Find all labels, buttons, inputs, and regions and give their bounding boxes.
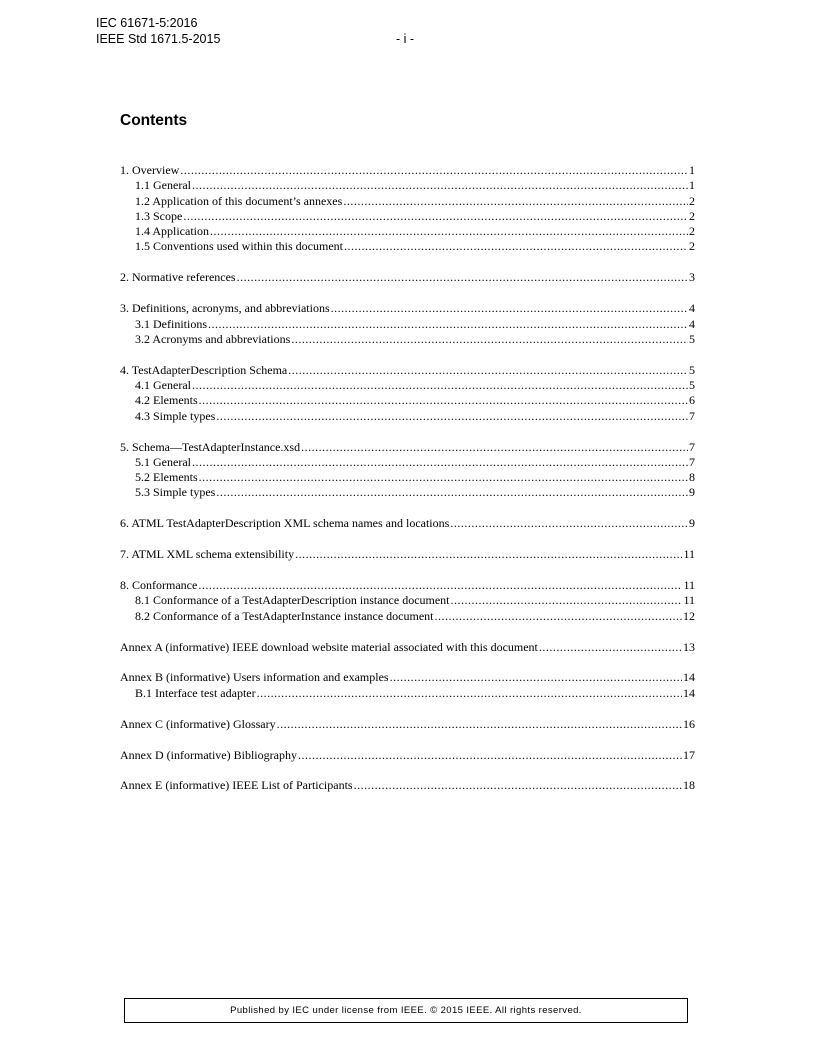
- toc-entry-page: 3: [689, 270, 695, 285]
- toc-entry-page: 9: [689, 516, 695, 531]
- toc-section: [120, 578, 695, 624]
- toc-entry-title: 4.3 Simple types: [135, 408, 216, 423]
- toc-entry-page: 2: [689, 224, 695, 239]
- toc-entry-title: Annex C (informative) Glossary: [120, 716, 276, 731]
- toc-entry-title: 7. ATML XML schema extensibility: [120, 547, 295, 562]
- toc-subentry[interactable]: [120, 209, 695, 224]
- toc-section: [120, 516, 695, 531]
- toc-entry-title: 1.1 General: [135, 178, 191, 193]
- toc-dot-leader: [450, 516, 688, 531]
- toc-entry[interactable]: [120, 270, 695, 285]
- toc-subentry[interactable]: [120, 455, 695, 470]
- toc-entry[interactable]: [120, 748, 695, 763]
- toc-entry-title: B.1 Interface test adapter: [135, 685, 256, 700]
- toc-section: [120, 301, 695, 347]
- toc-dot-leader: [343, 194, 688, 209]
- toc-subentry[interactable]: [120, 317, 695, 332]
- toc-dot-leader: [192, 455, 688, 470]
- toc-entry-title: 4.1 General: [135, 378, 191, 393]
- toc-entry-title: 1.4 Application: [135, 224, 209, 239]
- toc-entry-page: 2: [689, 239, 695, 254]
- toc-entry-page: 8: [689, 470, 695, 485]
- toc-entry-page: 11: [683, 547, 695, 562]
- toc-entry-title: 3. Definitions, acronyms, and abbreviations: [120, 301, 330, 316]
- toc-entry[interactable]: [120, 301, 695, 316]
- toc-dot-leader: [301, 440, 688, 455]
- toc-dot-leader: [192, 178, 688, 193]
- toc-entry-title: 1. Overview: [120, 163, 180, 177]
- toc-entry-title: 4.2 Elements: [135, 393, 198, 408]
- toc-entry-title: 3.2 Acronyms and abbreviations: [135, 331, 291, 346]
- toc-dot-leader: [198, 578, 682, 593]
- toc-entry-page: 1: [689, 178, 695, 193]
- toc-dot-leader: [210, 224, 688, 239]
- toc-dot-leader: [295, 547, 682, 562]
- header-standard-iec: IEC 61671-5:2016: [96, 16, 198, 30]
- toc-dot-leader: [291, 332, 688, 347]
- toc-dot-leader: [435, 609, 683, 624]
- toc-dot-leader: [257, 686, 682, 701]
- toc-entry[interactable]: [120, 440, 695, 455]
- table-of-contents: [120, 163, 695, 809]
- page-number: - i -: [396, 32, 415, 46]
- toc-entry-title: 5.2 Elements: [135, 470, 198, 485]
- toc-subentry[interactable]: [120, 332, 695, 347]
- toc-section: [120, 640, 695, 655]
- toc-entry-page: 9: [689, 485, 695, 500]
- toc-entry-page: 4: [689, 316, 695, 331]
- page-title: Contents: [120, 112, 188, 129]
- toc-section: [120, 163, 695, 255]
- toc-dot-leader: [199, 470, 688, 485]
- toc-dot-leader: [288, 363, 688, 378]
- toc-entry[interactable]: [120, 547, 695, 562]
- toc-entry[interactable]: [120, 516, 695, 531]
- toc-section: [120, 717, 695, 732]
- toc-dot-leader: [390, 670, 682, 685]
- toc-entry-page: 5: [689, 378, 695, 393]
- toc-entry-title: 4. TestAdapterDescription Schema: [120, 362, 288, 377]
- toc-entry-page: 11: [683, 578, 695, 593]
- toc-subentry[interactable]: [120, 378, 695, 393]
- toc-entry-page: 14: [683, 685, 695, 700]
- toc-subentry[interactable]: [120, 593, 695, 608]
- toc-entry-page: 5: [689, 362, 695, 377]
- toc-entry-title: 8.1 Conformance of a TestAdapterDescription instance document: [135, 593, 450, 608]
- toc-dot-leader: [216, 485, 688, 500]
- toc-dot-leader: [237, 270, 688, 285]
- toc-entry-page: 18: [683, 778, 695, 793]
- header-standard-ieee: IEEE Std 1671.5-2015: [96, 32, 221, 46]
- toc-subentry[interactable]: [120, 609, 695, 624]
- toc-dot-leader: [277, 717, 682, 732]
- toc-dot-leader: [208, 317, 688, 332]
- toc-entry-page: 7: [689, 439, 695, 454]
- toc-entry-page: 16: [683, 716, 695, 731]
- toc-entry-title: 8.2 Conformance of a TestAdapterInstance instance document: [135, 608, 434, 623]
- toc-dot-leader: [183, 209, 688, 224]
- toc-entry-title: Annex D (informative) Bibliography: [120, 747, 297, 762]
- toc-entry-title: 1.5 Conventions used within this document: [135, 239, 343, 254]
- toc-section: [120, 748, 695, 763]
- toc-section: [120, 270, 695, 285]
- copyright-footer: Published by IEC under license from IEEE. © 2015 IEEE. All rights reserved.: [124, 998, 688, 1023]
- toc-entry-page: 2: [689, 193, 695, 208]
- toc-entry-page: 2: [689, 208, 695, 223]
- toc-dot-leader: [451, 593, 683, 608]
- toc-entry-title: 6. ATML TestAdapterDescription XML schema names and locations: [120, 516, 450, 531]
- toc-entry[interactable]: [120, 717, 695, 732]
- toc-dot-leader: [331, 301, 688, 316]
- toc-entry[interactable]: [120, 640, 695, 655]
- toc-subentry[interactable]: [120, 686, 695, 701]
- toc-entry-page: 1: [689, 163, 695, 177]
- toc-entry-page: 7: [689, 454, 695, 469]
- toc-entry-title: 5.3 Simple types: [135, 485, 216, 500]
- toc-subentry[interactable]: [120, 194, 695, 209]
- toc-subentry[interactable]: [120, 393, 695, 408]
- toc-entry-page: 13: [683, 639, 695, 654]
- toc-section: [120, 547, 695, 562]
- toc-dot-leader: [180, 163, 688, 178]
- toc-entry-title: Annex E (informative) IEEE List of Participants: [120, 778, 353, 793]
- toc-entry-title: 5. Schema—TestAdapterInstance.xsd: [120, 439, 301, 454]
- toc-entry-title: 2. Normative references: [120, 270, 236, 285]
- toc-entry-title: 1.2 Application of this document’s annexes: [135, 193, 343, 208]
- toc-section: [120, 363, 695, 424]
- toc-entry-page: 14: [683, 670, 695, 685]
- toc-entry-page: 12: [683, 608, 695, 623]
- toc-subentry[interactable]: [120, 224, 695, 239]
- toc-entry[interactable]: [120, 778, 695, 793]
- toc-subentry[interactable]: [120, 470, 695, 485]
- toc-section: [120, 778, 695, 793]
- toc-entry-page: 4: [689, 301, 695, 316]
- toc-subentry[interactable]: [120, 239, 695, 254]
- toc-dot-leader: [354, 778, 682, 793]
- toc-dot-leader: [199, 393, 688, 408]
- toc-section: [120, 440, 695, 501]
- toc-entry-title: 3.1 Definitions: [135, 316, 207, 331]
- toc-entry[interactable]: [120, 363, 695, 378]
- toc-dot-leader: [216, 409, 688, 424]
- toc-entry[interactable]: [120, 163, 695, 178]
- toc-dot-leader: [298, 748, 682, 763]
- toc-entry-title: 8. Conformance: [120, 578, 198, 593]
- toc-entry-title: 1.3 Scope: [135, 208, 183, 223]
- toc-entry-title: Annex B (informative) Users information and examples: [120, 670, 389, 685]
- toc-subentry[interactable]: [120, 409, 695, 424]
- toc-entry-page: 11: [683, 593, 695, 608]
- toc-entry-title: 5.1 General: [135, 454, 191, 469]
- toc-dot-leader: [539, 640, 682, 655]
- toc-entry[interactable]: [120, 578, 695, 593]
- toc-subentry[interactable]: [120, 485, 695, 500]
- toc-entry[interactable]: [120, 670, 695, 685]
- toc-entry-page: 6: [689, 393, 695, 408]
- toc-subentry[interactable]: [120, 178, 695, 193]
- toc-entry-title: Annex A (informative) IEEE download website material associated with this document: [120, 639, 538, 654]
- toc-entry-page: 5: [689, 331, 695, 346]
- toc-entry-page: 17: [683, 747, 695, 762]
- toc-section: [120, 670, 695, 701]
- toc-entry-page: 7: [689, 408, 695, 423]
- toc-dot-leader: [344, 239, 688, 254]
- toc-dot-leader: [192, 378, 688, 393]
